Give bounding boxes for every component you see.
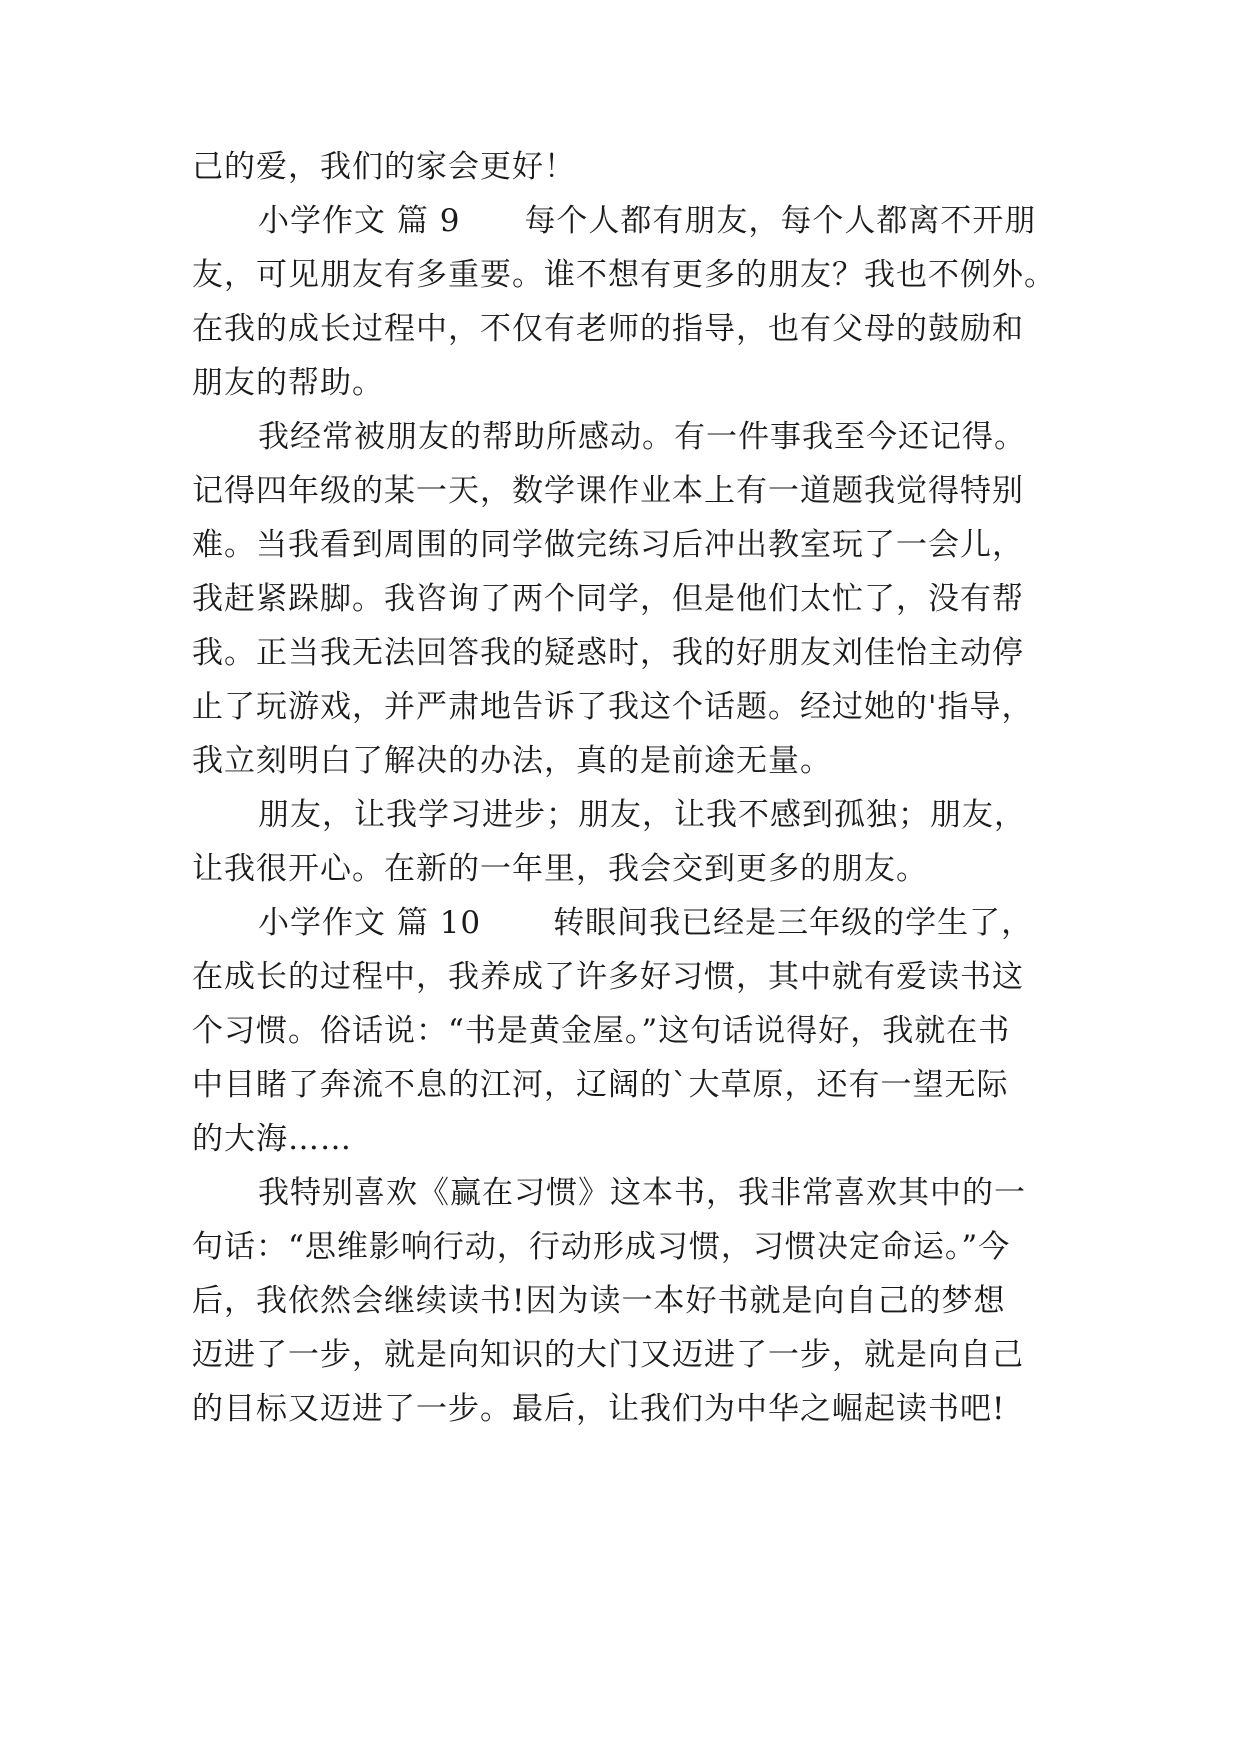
paragraph-line: 句话：“思维影响行动，行动形成习惯，习惯决定命运。”今 [192, 1229, 1011, 1265]
paragraph-line: 朋友的帮助。 [192, 365, 384, 401]
paragraph-line: 在我的成长过程中，不仅有老师的指导，也有父母的鼓励和 [192, 311, 1024, 347]
section-10-heading: 小学作文 篇 10 [258, 905, 482, 941]
paragraph-line: 友，可见朋友有多重要。谁不想有更多的朋友？我也不例外。 [192, 257, 1056, 293]
section-10-first-line [258, 903, 1033, 943]
paragraph-line: 记得四年级的某一天，数学课作业本上有一道题我觉得特别 [192, 473, 1024, 509]
paragraph-line: 的大海…… [192, 1121, 352, 1157]
paragraph-line: 难。当我看到周围的同学做完练习后冲出教室玩了一会儿， [192, 527, 1024, 563]
paragraph-line: 后，我依然会继续读书!因为读一本好书就是向自己的梦想 [192, 1283, 1006, 1319]
section-10-text: 转眼间我已经是三年级的学生了， [553, 905, 1034, 941]
paragraph-line: 我立刻明白了解决的办法，真的是前途无量。 [192, 743, 832, 779]
paragraph-line: 中目睹了奔流不息的江河，辽阔的`大草原，还有一望无际 [192, 1067, 1009, 1103]
paragraph-line: 朋友，让我学习进步；朋友，让我不感到孤独；朋友， [258, 797, 1026, 833]
paragraph-line: 己的爱，我们的家会更好！ [192, 149, 576, 185]
section-9-text: 每个人都有朋友，每个人都离不开朋 [524, 203, 1037, 239]
paragraph-line: 我特别喜欢《赢在习惯》这本书，我非常喜欢其中的一 [258, 1175, 1026, 1211]
paragraph-line: 我。正当我无法回答我的疑惑时，我的好朋友刘佳怡主动停 [192, 635, 1024, 671]
paragraph-line: 我经常被朋友的帮助所感动。有一件事我至今还记得。 [258, 419, 1026, 455]
paragraph-line: 个习惯。俗话说：“书是黄金屋。”这句话说得好，我就在书 [192, 1013, 1011, 1049]
paragraph-line: 在成长的过程中，我养成了许多好习惯，其中就有爱读书这 [192, 959, 1024, 995]
section-9-heading: 小学作文 篇 9 [258, 203, 461, 239]
paragraph-line: 我赶紧跺脚。我咨询了两个同学，但是他们太忙了，没有帮 [192, 581, 1024, 617]
paragraph-line: 止了玩游戏，并严肃地告诉了我这个话题。经过她的'指导， [192, 689, 1034, 725]
paragraph-line: 迈进了一步，就是向知识的大门又迈进了一步，就是向自己 [192, 1337, 1024, 1373]
paragraph-line: 的目标又迈进了一步。最后，让我们为中华之崛起读书吧! [192, 1391, 1006, 1427]
section-9-first-line [258, 201, 1036, 241]
paragraph-line: 让我很开心。在新的一年里，我会交到更多的朋友。 [192, 851, 928, 887]
